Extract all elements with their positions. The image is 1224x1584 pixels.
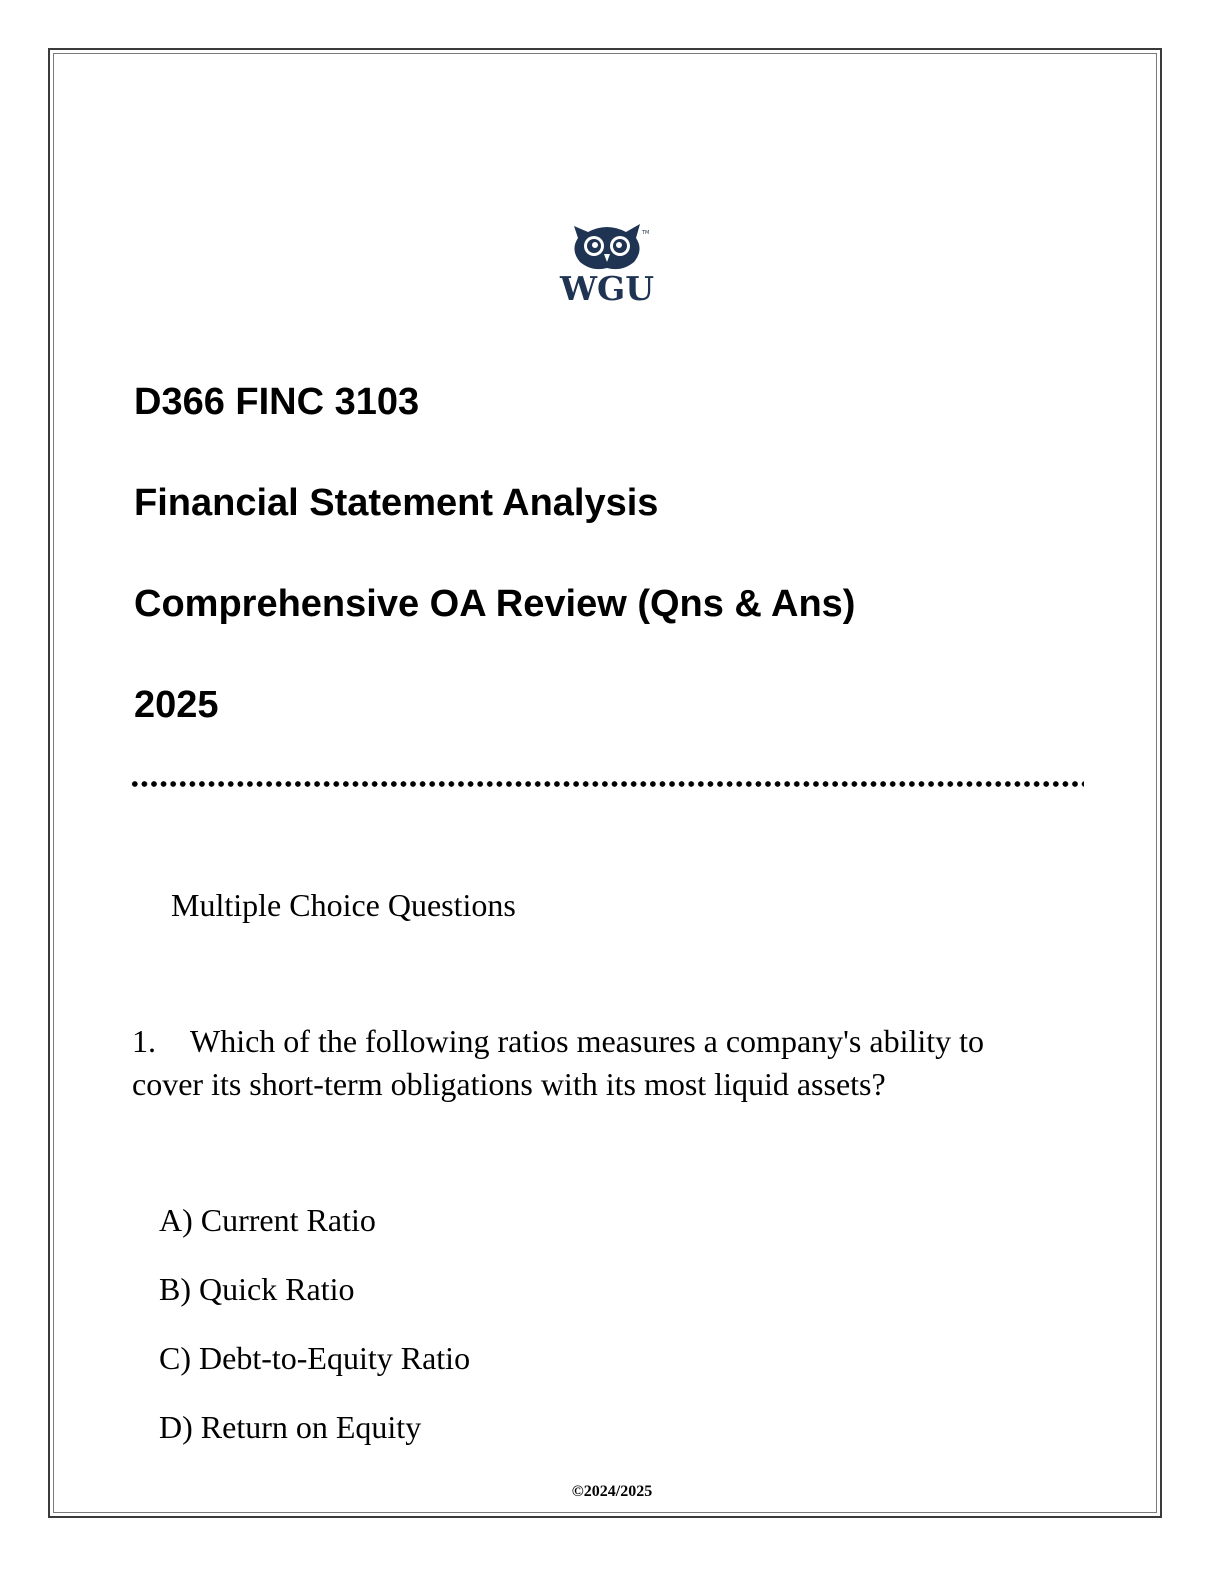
course-name: Financial Statement Analysis	[134, 482, 659, 524]
answer-option-c: C) Debt-to-Equity Ratio	[159, 1340, 471, 1376]
dotted-divider	[130, 780, 1084, 788]
section-heading: Multiple Choice Questions	[171, 887, 516, 923]
document-year: 2025	[134, 684, 219, 726]
question-text-line-1: Which of the following ratios measures a company's ability to	[190, 1023, 985, 1059]
answer-option-a: A) Current Ratio	[159, 1202, 376, 1238]
course-code: D366 FINC 3103	[134, 381, 420, 423]
owl-icon	[552, 220, 662, 270]
copyright-footer: ©2024/2025	[571, 1483, 653, 1500]
logo-text: WGU	[559, 269, 655, 308]
svg-text:TM: TM	[642, 230, 650, 236]
answer-option-b: B) Quick Ratio	[159, 1271, 355, 1307]
question-number: 1.	[132, 1023, 156, 1059]
answer-option-d: D) Return on Equity	[159, 1409, 422, 1445]
document-subtitle: Comprehensive OA Review (Qns & Ans)	[134, 583, 856, 625]
question-text-line-2: cover its short-term obligations with its most liquid assets?	[132, 1066, 886, 1102]
wgu-logo	[552, 220, 662, 310]
